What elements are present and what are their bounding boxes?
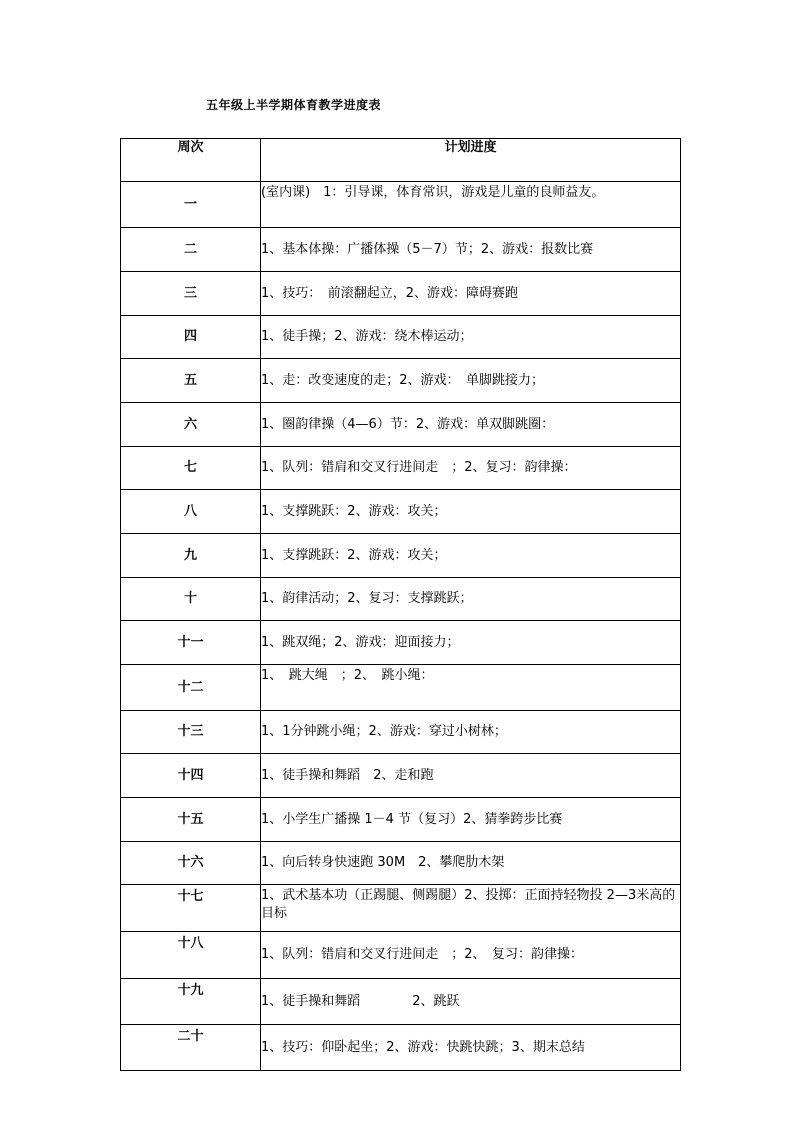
table-row xyxy=(121,711,681,754)
table-row xyxy=(121,490,681,534)
table-row xyxy=(121,272,681,316)
plan-cell: 1、技巧： 前滚翻起立，2、游戏：障碍赛跑 xyxy=(261,272,681,316)
table-row xyxy=(121,447,681,490)
table-row xyxy=(121,1025,681,1071)
table-row xyxy=(121,228,681,272)
table-row xyxy=(121,798,681,842)
plan-cell: 1、小学生广播操 1－4 节（复习）2、猜拳跨步比赛 xyxy=(261,798,681,842)
table-row xyxy=(121,885,681,932)
plan-cell: 1、技巧：仰卧起坐；2、游戏：快跳快跳；3、期末总结 xyxy=(261,1025,681,1071)
week-cell: 八 xyxy=(121,490,261,534)
week-cell: 二 xyxy=(121,228,261,272)
table-header-row xyxy=(121,139,681,182)
week-cell: 六 xyxy=(121,403,261,447)
table-row xyxy=(121,665,681,711)
plan-cell: 1、队列：错肩和交叉行进间走 ；2、复习：韵律操： xyxy=(261,447,681,490)
plan-cell: 1、徒手操和舞蹈 2、跳跃 xyxy=(261,979,681,1025)
plan-cell: (室内课) 1：引导课，体育常识，游戏是儿童的良师益友。 xyxy=(261,182,681,228)
week-cell: 九 xyxy=(121,534,261,578)
plan-cell: 1、队列：错肩和交叉行进间走 ；2、 复习：韵律操： xyxy=(261,932,681,979)
week-cell: 五 xyxy=(121,359,261,403)
week-cell: 三 xyxy=(121,272,261,316)
plan-cell: 1、韵律活动；2、复习：支撑跳跃； xyxy=(261,578,681,621)
week-cell: 十六 xyxy=(121,842,261,885)
header-week: 周次 xyxy=(121,139,261,182)
table-row xyxy=(121,979,681,1025)
plan-cell: 1、1分钟跳小绳；2、游戏：穿过小树林； xyxy=(261,711,681,754)
table-row xyxy=(121,621,681,665)
table-row xyxy=(121,182,681,228)
week-cell: 十五 xyxy=(121,798,261,842)
week-cell: 十二 xyxy=(121,665,261,711)
week-cell: 十四 xyxy=(121,754,261,798)
week-cell: 十七 xyxy=(121,885,261,932)
week-cell: 四 xyxy=(121,316,261,359)
plan-cell: 1、武术基本功（正踢腿、侧踢腿）2、投掷：正面持轻物投 2—3米高的目标 xyxy=(261,885,681,932)
week-cell: 十八 xyxy=(121,932,261,979)
plan-cell: 1、走：改变速度的走；2、游戏： 单脚跳接力； xyxy=(261,359,681,403)
progress-table xyxy=(120,138,681,1071)
table-row xyxy=(121,754,681,798)
week-cell: 十 xyxy=(121,578,261,621)
plan-cell: 1、跳双绳；2、游戏：迎面接力； xyxy=(261,621,681,665)
header-plan: 计划进度 xyxy=(261,139,681,182)
plan-cell: 1、圈韵律操（4—6）节：2、游戏：单双脚跳圈： xyxy=(261,403,681,447)
table-row xyxy=(121,359,681,403)
week-cell: 七 xyxy=(121,447,261,490)
week-cell: 十一 xyxy=(121,621,261,665)
table-row xyxy=(121,316,681,359)
document-title: 五年级上半学期体育教学进度表 xyxy=(206,98,382,112)
week-cell: 十三 xyxy=(121,711,261,754)
table-row xyxy=(121,842,681,885)
plan-cell: 1、徒手操；2、游戏：绕木棒运动； xyxy=(261,316,681,359)
plan-cell: 1、支撑跳跃：2、游戏：攻关； xyxy=(261,490,681,534)
week-cell: 十九 xyxy=(121,979,261,1025)
table-row xyxy=(121,932,681,979)
week-cell: 二十 xyxy=(121,1025,261,1071)
table-row xyxy=(121,578,681,621)
table-row xyxy=(121,534,681,578)
plan-cell: 1、支撑跳跃：2、游戏：攻关； xyxy=(261,534,681,578)
plan-cell: 1、向后转身快速跑 30M 2、攀爬肋木架 xyxy=(261,842,681,885)
plan-cell: 1、 跳大绳 ；2、 跳小绳： xyxy=(261,665,681,711)
week-cell: 一 xyxy=(121,182,261,228)
table-row xyxy=(121,403,681,447)
plan-cell: 1、基本体操：广播体操（5－7）节；2、游戏：报数比赛 xyxy=(261,228,681,272)
plan-cell: 1、徒手操和舞蹈 2、走和跑 xyxy=(261,754,681,798)
